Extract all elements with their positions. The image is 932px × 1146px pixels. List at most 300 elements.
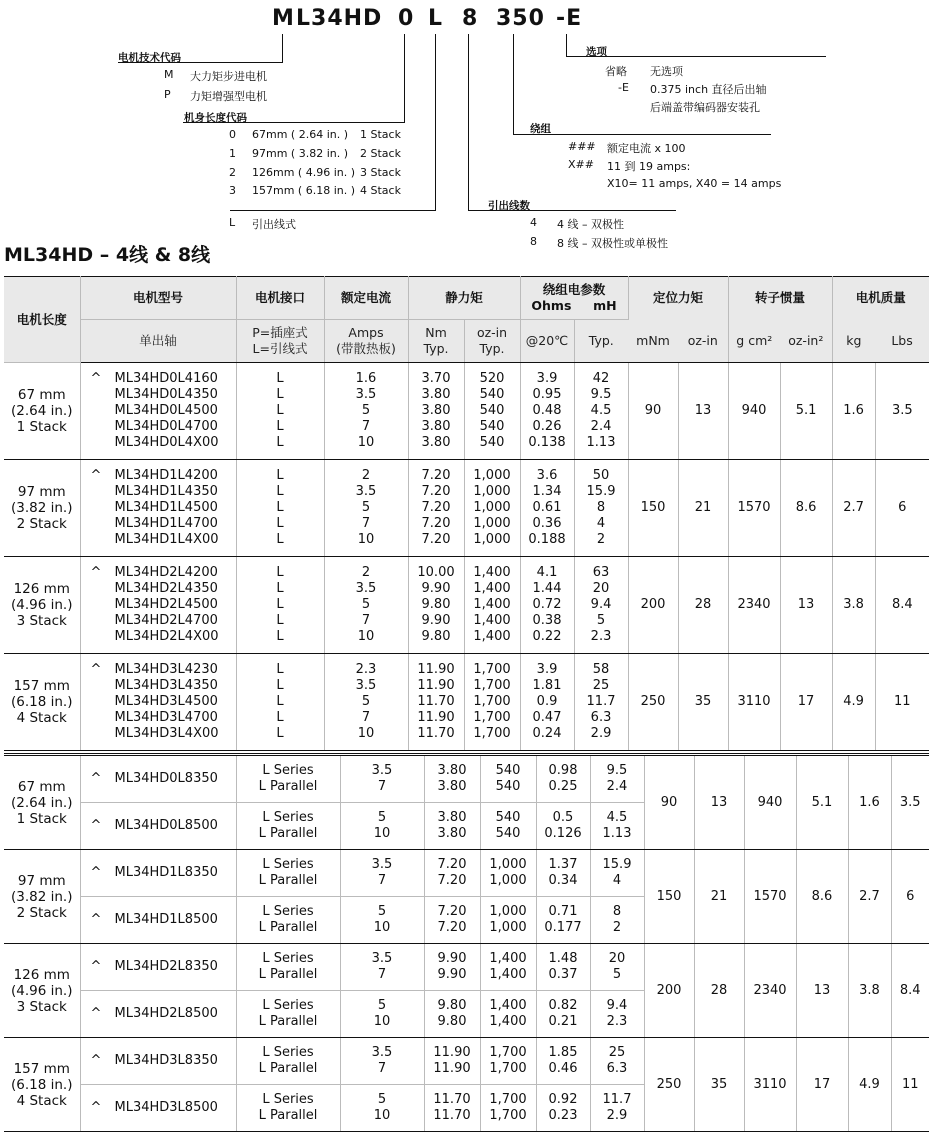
- leader-line: [513, 134, 771, 135]
- caret-mark: [91, 597, 115, 613]
- section-title: ML34HD – 4线 & 8线: [4, 244, 211, 266]
- inductance-mh-value: 15.9: [586, 483, 616, 499]
- rated-current: [340, 803, 424, 850]
- caret-mark: [91, 516, 115, 532]
- holding-torque-nm: [408, 460, 464, 557]
- resistance-ohms: [536, 897, 590, 944]
- header-connector-sub: [236, 320, 324, 363]
- inductance-mh: [590, 803, 644, 850]
- leader-line: [404, 34, 405, 122]
- inertia-ozin: 8.6: [780, 460, 832, 557]
- leads-code: 8: [530, 235, 537, 248]
- rated-current-value: 5: [361, 499, 371, 515]
- holding-torque-ozin-parallel: 1,700: [489, 1061, 527, 1076]
- model-number: ML34HD1L4X00: [114, 532, 219, 548]
- motor-length-cell: [4, 755, 80, 850]
- inertia-gcm: 940: [744, 755, 796, 850]
- holding-torque-ozin-series: 1,400: [489, 998, 527, 1013]
- holding-torque-ozin-value: 1,000: [473, 532, 511, 548]
- holding-torque-ozin-value: 1,000: [473, 467, 511, 483]
- model-number: ML34HD0L4160: [114, 370, 218, 386]
- pn-char-leadtype: L: [428, 6, 444, 31]
- caret-mark: [91, 435, 115, 451]
- holding-torque-nm-value: 10.00: [417, 564, 455, 580]
- rated-current-parallel: 10: [373, 826, 391, 841]
- model-row: [91, 371, 236, 387]
- option-omit-desc: 无选项: [650, 65, 683, 78]
- rated-current-value: 7: [361, 419, 371, 435]
- connection-series: L Series: [262, 857, 314, 872]
- motor-length-cell: [4, 944, 80, 1038]
- mass-lbs: 6: [875, 460, 929, 557]
- rated-current: [340, 991, 424, 1038]
- holding-torque-ozin-parallel: 1,700: [489, 1108, 527, 1123]
- connector-value: L: [276, 435, 284, 451]
- table-row: [4, 944, 929, 991]
- lead-type-desc: 引出线式: [252, 218, 296, 231]
- body-length-code: 0: [229, 128, 236, 141]
- holding-torque-ozin-value: 1,400: [473, 580, 511, 596]
- holding-torque-ozin-parallel: 540: [495, 826, 521, 841]
- header-torque-ozin: [464, 320, 520, 363]
- detent-ozin: 21: [694, 850, 744, 944]
- motor-tech-code: P: [164, 88, 171, 101]
- leader-line: [282, 34, 283, 62]
- caret-mark: [91, 484, 115, 500]
- holding-torque-nm-parallel: 3.80: [437, 779, 467, 794]
- resistance-ohms-value: 3.9: [536, 370, 558, 386]
- model-row: [91, 565, 236, 581]
- motor-length-mm: 157 mm: [13, 678, 70, 694]
- rated-current-value: 2.3: [355, 661, 377, 677]
- holding-torque-ozin-series: 1,400: [489, 951, 527, 966]
- leads-desc: 4 线 – 双极性: [557, 218, 624, 231]
- resistance-ohms: [536, 803, 590, 850]
- connector-value: L: [276, 661, 284, 677]
- caret-mark: ^: [90, 1006, 102, 1021]
- winding-desc: X10= 11 amps, X40 = 14 amps: [607, 177, 782, 190]
- holding-torque-nm-series: 11.90: [433, 1045, 471, 1060]
- holding-torque-ozin: [480, 991, 536, 1038]
- connection-series: L Series: [262, 810, 314, 825]
- body-length-stack: 1 Stack: [360, 128, 401, 141]
- caret-mark: [91, 532, 115, 548]
- table-row: [4, 1038, 929, 1085]
- resistance-ohms-value: 0.36: [532, 516, 562, 532]
- mass-lbs: 8.4: [891, 944, 929, 1038]
- motor-length-mm: 67 mm: [17, 387, 66, 403]
- caret-mark: [91, 726, 115, 742]
- motor-length-mm: 67 mm: [17, 778, 66, 795]
- caret-mark: ^: [90, 467, 102, 483]
- winding-code: X##: [568, 158, 594, 171]
- mass-kg: 1.6: [848, 755, 891, 850]
- resistance-ohms-value: 0.38: [532, 613, 562, 629]
- pn-char-leads: 8: [462, 6, 479, 31]
- header-torque: 静力矩: [408, 277, 520, 320]
- holding-torque-nm-value: 9.90: [421, 580, 451, 596]
- mass-lbs: 11: [891, 1038, 929, 1132]
- leads-header: 引出线数: [488, 200, 530, 212]
- mass-kg: 3.8: [848, 944, 891, 1038]
- model-cell: [80, 944, 236, 991]
- inductance-mh-value: 5: [596, 613, 606, 629]
- detent-ozin: 28: [678, 557, 728, 654]
- model-row: [91, 468, 236, 484]
- connection-series: L Series: [262, 951, 314, 966]
- motor-length-cell: [4, 654, 80, 751]
- leads-desc: 8 线 – 双极性或单极性: [557, 237, 668, 250]
- inertia-gcm: 940: [728, 363, 780, 460]
- caret-mark: [91, 694, 115, 710]
- resistance-ohms-series: 1.85: [548, 1045, 578, 1060]
- model-cell: [80, 363, 236, 460]
- connector-value: L: [276, 386, 284, 402]
- holding-torque-nm-value: 7.20: [421, 516, 451, 532]
- inductance-mh-value: 4.5: [590, 402, 612, 418]
- motor-length-in: (3.82 in.): [11, 500, 73, 516]
- model-cell: [80, 991, 236, 1038]
- inductance-mh-value: 2.9: [590, 726, 612, 742]
- holding-torque-nm: [424, 944, 480, 991]
- connection-series: L Series: [262, 1092, 314, 1107]
- model-row: [91, 710, 236, 726]
- header-current: 额定电流: [324, 277, 408, 320]
- connector-value: L: [276, 677, 284, 693]
- mass-kg: 4.9: [832, 654, 875, 751]
- pn-char-option: -E: [556, 6, 583, 31]
- resistance-ohms-parallel: 0.177: [544, 920, 582, 935]
- holding-torque-ozin-value: 540: [479, 419, 505, 435]
- holding-torque-ozin: [480, 944, 536, 991]
- holding-torque-nm: [424, 897, 480, 944]
- connector-value: L: [276, 499, 284, 515]
- holding-torque-ozin-value: 1,400: [473, 564, 511, 580]
- rated-current-series: 3.5: [371, 1045, 393, 1060]
- holding-torque-ozin: [480, 1038, 536, 1085]
- inductance-mh-value: 63: [592, 564, 610, 580]
- body-length-code: 1: [229, 147, 236, 160]
- connection-type: [236, 944, 340, 991]
- caret-mark: ^: [90, 564, 102, 580]
- option-omit-code: 省略: [605, 65, 627, 78]
- inertia-ozin: 5.1: [780, 363, 832, 460]
- rated-current-parallel: 10: [373, 920, 391, 935]
- winding-desc: 11 到 19 amps:: [607, 160, 691, 173]
- detent-ozin: 13: [678, 363, 728, 460]
- holding-torque-nm-parallel: 7.20: [437, 920, 467, 935]
- resistance-ohms-series: 0.5: [552, 810, 574, 825]
- motor-length-in: (3.82 in.): [11, 888, 73, 905]
- rated-current-value: 5: [361, 596, 371, 612]
- resistance-ohms-value: 0.188: [528, 532, 566, 548]
- lead-type-code: L: [229, 216, 236, 229]
- model-number: ML34HD0L4500: [114, 402, 218, 418]
- model-number: ML34HD3L4350: [114, 677, 218, 693]
- inductance-mh: [590, 755, 644, 803]
- model-cell: [80, 755, 236, 803]
- inductance-mh-parallel: 2.9: [606, 1108, 628, 1123]
- inertia-ozin: 17: [780, 654, 832, 751]
- rated-current: [324, 363, 408, 460]
- resistance-ohms: [520, 557, 574, 654]
- holding-torque-nm-value: 7.20: [421, 532, 451, 548]
- resistance-ohms: [536, 1038, 590, 1085]
- rated-current: [324, 557, 408, 654]
- motor-length-cell: [4, 460, 80, 557]
- resistance-ohms-parallel: 0.23: [548, 1108, 578, 1123]
- model-row: [91, 694, 236, 710]
- mass-kg: 3.8: [832, 557, 875, 654]
- holding-torque-ozin: [464, 557, 520, 654]
- model-number: ML34HD2L8500: [114, 1006, 218, 1021]
- connector-value: L: [276, 710, 284, 726]
- model-row: [91, 387, 236, 403]
- model-number: ML34HD1L8350: [114, 865, 218, 880]
- header-winding-temp: @20℃: [520, 320, 574, 363]
- header-connector-sub2: L=引线式: [252, 341, 308, 356]
- holding-torque-ozin-series: 540: [495, 810, 521, 825]
- body-length-mm: 126mm ( 4.96 in. ): [252, 166, 356, 179]
- options-header: 选项: [586, 46, 607, 58]
- rated-current-value: 1.6: [355, 370, 377, 386]
- leader-line: [435, 34, 436, 210]
- leads-code: 4: [530, 216, 537, 229]
- motor-length-mm: 126 mm: [13, 966, 70, 983]
- header-model: 电机型号: [80, 277, 236, 320]
- rated-current-value: 7: [361, 710, 371, 726]
- holding-torque-nm-value: 3.70: [421, 370, 451, 386]
- resistance-ohms-series: 1.37: [548, 857, 578, 872]
- detent-mnm: 200: [628, 557, 678, 654]
- holding-torque-ozin-value: 520: [479, 370, 505, 386]
- caret-mark: [91, 500, 115, 516]
- model-number: ML34HD0L4350: [114, 386, 218, 402]
- holding-torque-ozin: [464, 460, 520, 557]
- model-number: ML34HD0L8500: [114, 818, 218, 833]
- holding-torque-ozin-value: 1,700: [473, 661, 511, 677]
- inductance-mh-series: 11.7: [602, 1092, 632, 1107]
- inductance-mh: [590, 897, 644, 944]
- holding-torque-ozin-series: 1,000: [489, 857, 527, 872]
- resistance-ohms: [536, 755, 590, 803]
- motor-length-stack: 2 Stack: [16, 904, 67, 921]
- caret-mark: [91, 613, 115, 629]
- inductance-mh-parallel: 2.3: [606, 1014, 628, 1029]
- holding-torque-ozin-parallel: 1,000: [489, 920, 527, 935]
- inductance-mh-parallel: 5: [612, 967, 622, 982]
- model-row: [91, 597, 236, 613]
- rated-current-parallel: 10: [373, 1014, 391, 1029]
- connector-value: L: [276, 467, 284, 483]
- connection-type: [236, 897, 340, 944]
- header-current-sub2: (带散热板): [336, 341, 396, 356]
- leader-line: [513, 34, 514, 134]
- resistance-ohms-value: 0.47: [532, 710, 562, 726]
- connection-parallel: L Parallel: [258, 1108, 318, 1123]
- header-winding: [520, 277, 628, 320]
- inertia-gcm: 3110: [728, 654, 780, 751]
- holding-torque-nm-value: 11.90: [417, 710, 455, 726]
- resistance-ohms-value: 0.22: [532, 629, 562, 645]
- resistance-ohms-series: 0.71: [548, 904, 578, 919]
- motor-length-in: (6.18 in.): [11, 694, 73, 710]
- holding-torque-ozin: [464, 654, 520, 751]
- model-cell: [80, 557, 236, 654]
- header-winding-label: 绕组电参数: [542, 282, 606, 297]
- holding-torque-ozin-value: 540: [479, 435, 505, 451]
- body-length-mm: 157mm ( 6.18 in. ): [252, 184, 356, 197]
- header-connector-sub1: P=插座式: [252, 325, 308, 340]
- connection-series: L Series: [262, 998, 314, 1013]
- inertia-gcm: 2340: [744, 944, 796, 1038]
- holding-torque-nm: [408, 557, 464, 654]
- holding-torque-ozin-value: 1,700: [473, 693, 511, 709]
- table-row: [4, 363, 929, 460]
- resistance-ohms: [520, 460, 574, 557]
- inductance-mh: [574, 460, 628, 557]
- rated-current-series: 3.5: [371, 763, 393, 778]
- inductance-mh: [590, 1085, 644, 1132]
- option-e-code: -E: [618, 81, 629, 94]
- model-row: [91, 500, 236, 516]
- model-row: [91, 435, 236, 451]
- mass-kg: 2.7: [832, 460, 875, 557]
- table-row: [4, 460, 929, 557]
- body-length-stack: 2 Stack: [360, 147, 401, 160]
- inductance-mh: [590, 944, 644, 991]
- resistance-ohms: [520, 363, 574, 460]
- detent-mnm: 200: [644, 944, 694, 1038]
- pn-char-winding: 350: [496, 6, 545, 31]
- caret-mark: ^: [90, 1100, 102, 1115]
- holding-torque-ozin: [480, 897, 536, 944]
- caret-mark: [91, 629, 115, 645]
- inertia-gcm: 2340: [728, 557, 780, 654]
- resistance-ohms-series: 0.82: [548, 998, 578, 1013]
- header-winding-typ: Typ.: [574, 320, 628, 363]
- body-length-code: 3: [229, 184, 236, 197]
- connection-parallel: L Parallel: [258, 1061, 318, 1076]
- leader-line: [468, 34, 469, 210]
- holding-torque-ozin-value: 1,400: [473, 613, 511, 629]
- motor-length-cell: [4, 1038, 80, 1132]
- inductance-mh: [590, 850, 644, 897]
- inductance-mh-value: 6.3: [590, 710, 612, 726]
- motor-length-in: (2.64 in.): [11, 794, 73, 811]
- header-length: 电机长度: [4, 277, 80, 363]
- detent-ozin: 13: [694, 755, 744, 850]
- caret-mark: [91, 678, 115, 694]
- rated-current-value: 10: [357, 435, 375, 451]
- spec-table-8wire: [4, 753, 929, 1132]
- holding-torque-nm-series: 3.80: [437, 810, 467, 825]
- header-ohms: Ohms: [531, 298, 572, 313]
- holding-torque-ozin-series: 1,000: [489, 904, 527, 919]
- resistance-ohms: [536, 944, 590, 991]
- rated-current-value: 10: [357, 629, 375, 645]
- holding-torque-nm-value: 11.70: [417, 693, 455, 709]
- model-row: [91, 678, 236, 694]
- inductance-mh-parallel: 2.4: [606, 779, 628, 794]
- inductance-mh-value: 1.13: [586, 435, 616, 451]
- resistance-ohms-value: 0.61: [532, 499, 562, 515]
- holding-torque-nm-value: 3.80: [421, 402, 451, 418]
- model-cell: [80, 803, 236, 850]
- model-row: [91, 581, 236, 597]
- resistance-ohms-value: 4.1: [536, 564, 558, 580]
- holding-torque-nm: [424, 803, 480, 850]
- table-row: [4, 755, 929, 803]
- inductance-mh-value: 2: [596, 532, 606, 548]
- resistance-ohms: [520, 654, 574, 751]
- inductance-mh-value: 2.3: [590, 629, 612, 645]
- rated-current-parallel: 7: [377, 1061, 387, 1076]
- inductance-mh-series: 25: [608, 1045, 626, 1060]
- body-length-mm: 97mm ( 3.82 in. ): [252, 147, 349, 160]
- connection-series: L Series: [262, 904, 314, 919]
- inductance-mh: [590, 991, 644, 1038]
- connection-type: [236, 755, 340, 803]
- resistance-ohms: [536, 850, 590, 897]
- holding-torque-ozin: [480, 803, 536, 850]
- holding-torque-ozin-value: 1,400: [473, 596, 511, 612]
- motor-length-in: (6.18 in.): [11, 1076, 73, 1093]
- model-cell: [80, 897, 236, 944]
- connector-value: L: [276, 532, 284, 548]
- caret-mark: ^: [90, 1053, 102, 1068]
- inductance-mh-value: 9.5: [590, 386, 612, 402]
- connection-series: L Series: [262, 1045, 314, 1060]
- rated-current-parallel: 7: [377, 967, 387, 982]
- holding-torque-ozin-value: 1,700: [473, 677, 511, 693]
- rated-current-series: 5: [377, 998, 387, 1013]
- holding-torque-nm-value: 7.20: [421, 467, 451, 483]
- mass-kg: 1.6: [832, 363, 875, 460]
- resistance-ohms-value: 0.24: [532, 726, 562, 742]
- holding-torque-nm-value: 11.90: [417, 661, 455, 677]
- rated-current: [340, 1038, 424, 1085]
- rated-current-parallel: 10: [373, 1108, 391, 1123]
- header-torque-nm: [408, 320, 464, 363]
- connection-type: [236, 850, 340, 897]
- model-number: ML34HD1L4500: [114, 499, 218, 515]
- rated-current-value: 5: [361, 693, 371, 709]
- connector-value: L: [276, 402, 284, 418]
- inertia-gcm: 1570: [744, 850, 796, 944]
- holding-torque-nm-parallel: 3.80: [437, 826, 467, 841]
- rated-current-series: 3.5: [371, 951, 393, 966]
- motor-length-mm: 126 mm: [13, 581, 70, 597]
- connection-type: [236, 991, 340, 1038]
- rated-current-series: 5: [377, 1092, 387, 1107]
- holding-torque-nm-series: 11.70: [433, 1092, 471, 1107]
- motor-length-mm: 97 mm: [17, 484, 66, 500]
- detent-mnm: 90: [628, 363, 678, 460]
- rated-current-series: 3.5: [371, 857, 393, 872]
- model-row: [91, 532, 236, 548]
- rated-current-value: 10: [357, 532, 375, 548]
- model-number: ML34HD3L8350: [114, 1053, 218, 1068]
- connector: [236, 557, 324, 654]
- inductance-mh-parallel: 6.3: [606, 1061, 628, 1076]
- connector-value: L: [276, 370, 284, 386]
- caret-mark: ^: [90, 370, 102, 386]
- motor-length-stack: 3 Stack: [16, 998, 67, 1015]
- mass-lbs: 11: [875, 654, 929, 751]
- resistance-ohms: [536, 1085, 590, 1132]
- holding-torque-ozin-value: 1,700: [473, 710, 511, 726]
